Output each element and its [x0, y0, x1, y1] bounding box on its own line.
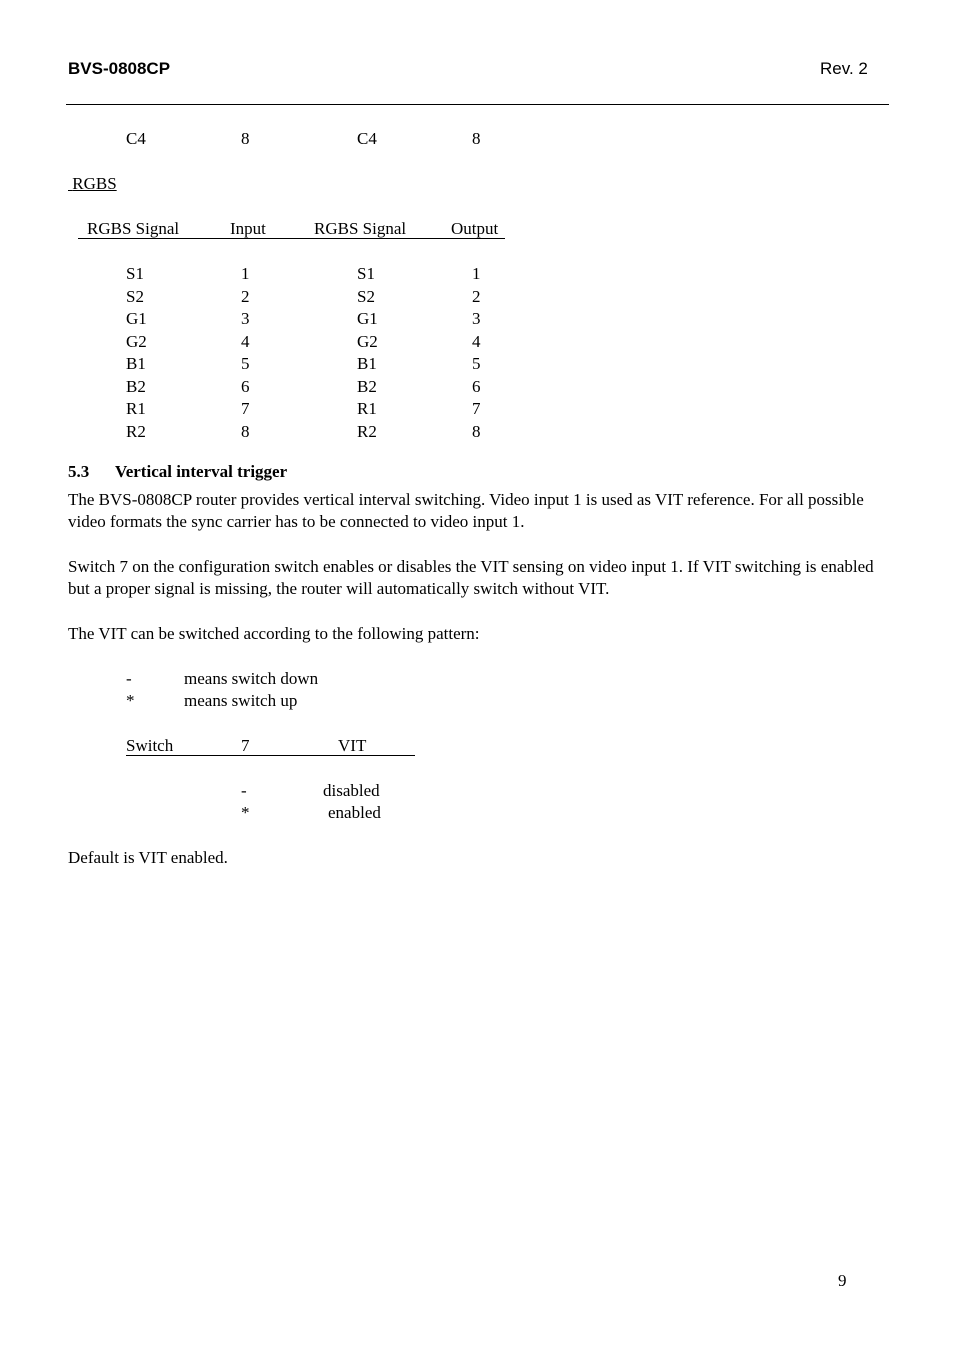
vit-header-underline [126, 755, 415, 756]
section-title: Vertical interval trigger [115, 462, 288, 481]
top-row-signal-out: C4 [357, 129, 377, 148]
rgbs-cell-signal-in: S2 [126, 286, 144, 306]
rgbs-cell-signal-in: R1 [126, 399, 146, 418]
rgbs-cell-signal-in: B2 [126, 376, 146, 396]
rgbs-col-signal-in: RGBS Signal [87, 219, 180, 238]
vit-col-vit: VIT [338, 736, 367, 755]
header-rule [66, 104, 889, 105]
rgbs-cell-output: 8 [472, 421, 481, 441]
rgbs-cell-signal-in: G1 [126, 309, 147, 328]
rgbs-cell-output: 1 [472, 264, 481, 283]
revision-label: Rev. 2 [820, 59, 868, 78]
rgbs-cell-input: 8 [241, 421, 250, 441]
rgbs-cell-signal-out: S2 [357, 286, 375, 306]
rgbs-cell-signal-in: B1 [126, 354, 146, 373]
rgbs-cell-signal-in: S1 [126, 264, 144, 283]
rgbs-cell-output: 4 [472, 331, 481, 351]
paragraph-vit-intro: The BVS-0808CP router provides vertical interval switching. Video input 1 is used as VIT reference. For all possible video formats the sync carrier has to be connected to video input 1. [68, 490, 864, 531]
rgbs-cell-signal-out: R1 [357, 399, 377, 418]
vit-col-switch: Switch [126, 736, 174, 755]
rgbs-cell-signal-out: B1 [357, 354, 377, 373]
rgbs-cell-signal-out: G2 [357, 331, 378, 351]
legend-symbol-down: - [126, 669, 132, 688]
rgbs-heading-text: RGBS [72, 174, 117, 193]
rgbs-cell-input: 5 [241, 354, 250, 373]
paragraph-switch-7: Switch 7 on the configuration switch enables or disables the VIT sensing on video input 1. If VIT switching is enabled but a proper signal is missing, the router will automatically switch without VIT. [68, 557, 874, 598]
top-row-output: 8 [472, 129, 481, 148]
rgbs-cell-output: 2 [472, 286, 481, 306]
rgbs-cell-signal-out: R2 [357, 421, 377, 441]
rgbs-cell-signal-in: G2 [126, 331, 147, 351]
legend-symbol-up: * [126, 691, 135, 710]
vit-row-state: enabled [328, 803, 381, 822]
rgbs-cell-input: 4 [241, 331, 250, 351]
paragraph-pattern: The VIT can be switched according to the following pattern: [68, 624, 480, 643]
vit-col-7: 7 [241, 736, 250, 755]
rgbs-col-signal-out: RGBS Signal [314, 219, 407, 238]
rgbs-cell-output: 6 [472, 376, 481, 396]
rgbs-cell-signal-in: R2 [126, 421, 146, 441]
rgbs-cell-input: 2 [241, 286, 250, 306]
rgbs-cell-input: 3 [241, 309, 250, 328]
legend-text-down: means switch down [184, 669, 319, 688]
rgbs-cell-output: 3 [472, 309, 481, 328]
top-row-input: 8 [241, 129, 250, 148]
vit-row-symbol: - [241, 781, 247, 800]
document-title: BVS-0808CP [68, 59, 171, 78]
vit-row-symbol: * [241, 803, 250, 822]
rgbs-cell-input: 7 [241, 399, 250, 418]
rgbs-col-output: Output [451, 219, 499, 238]
rgbs-header-underline [78, 238, 505, 239]
section-number: 5.3 [68, 462, 90, 481]
rgbs-heading [68, 174, 117, 194]
top-row-signal-in: C4 [126, 129, 146, 148]
rgbs-cell-signal-out: G1 [357, 309, 378, 328]
rgbs-cell-input: 6 [241, 376, 250, 396]
rgbs-cell-output: 7 [472, 399, 481, 418]
rgbs-cell-output: 5 [472, 354, 481, 373]
rgbs-cell-signal-out: S1 [357, 264, 375, 283]
closing-note: Default is VIT enabled. [68, 848, 228, 867]
vit-row-state: disabled [323, 781, 380, 800]
page-number: 9 [838, 1271, 847, 1290]
rgbs-cell-input: 1 [241, 264, 250, 283]
legend-text-up: means switch up [184, 691, 298, 710]
rgbs-cell-signal-out: B2 [357, 376, 377, 396]
rgbs-col-input: Input [230, 219, 266, 238]
